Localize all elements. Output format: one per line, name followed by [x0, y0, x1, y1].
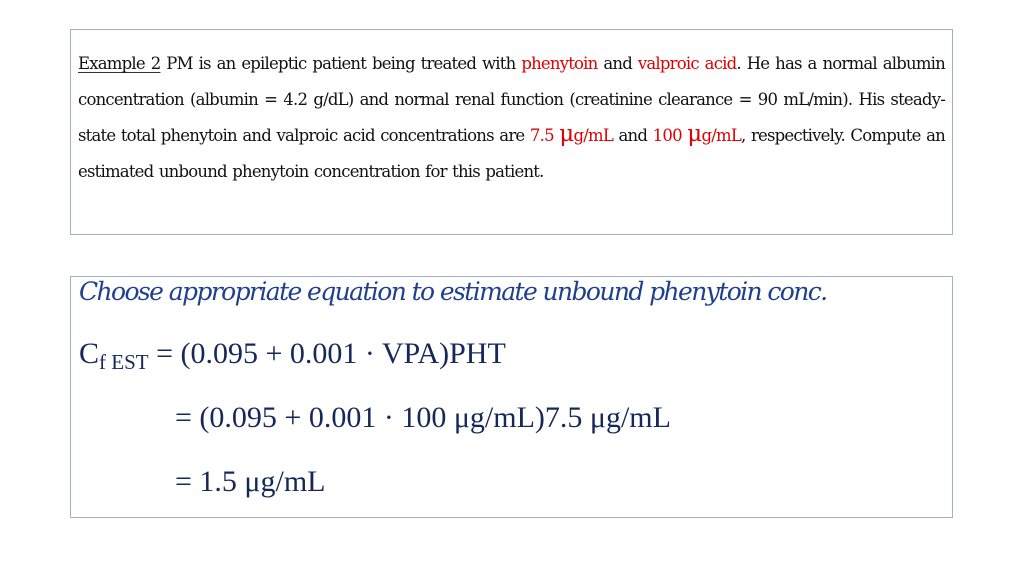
example-label: Example 2	[78, 54, 161, 73]
drug-valproic-acid: valproic acid	[637, 54, 737, 73]
problem-part1: PM is an epileptic patient being treated with	[160, 54, 522, 73]
solution-heading: Choose appropriate equation to estimate unbound phenytoin conc.	[79, 277, 827, 306]
problem-part3: . He has a normal albumin concentration (albumin = 4.2 g/dL) and normal renal function (creatinine clearance = 90 mL/min). His steady-state total phenytoin and valproic acid concentrations are	[78, 54, 945, 145]
equation-variable: C	[79, 337, 100, 370]
phenytoin-concentration	[529, 121, 613, 147]
valproic-conc-mu: μ	[687, 121, 702, 147]
problem-part5: , respectively. Compute an estimated unbound phenytoin concentration for this patient.	[78, 126, 945, 181]
problem-part4: and	[612, 126, 653, 145]
problem-text	[78, 46, 945, 190]
equation-formula	[79, 337, 506, 374]
phenytoin-conc-unit: g/mL	[573, 126, 613, 145]
equation-substitution: = (0.095 + 0.001 · 100 μg/mL)7.5 μg/mL	[175, 401, 671, 434]
valproic-conc-value: 100	[652, 126, 688, 145]
valproic-conc-unit: g/mL	[701, 126, 741, 145]
equation-subscript: f EST	[99, 350, 149, 374]
drug-phenytoin: phenytoin	[521, 54, 598, 73]
equation-rhs: = (0.095 + 0.001 · VPA)PHT	[148, 337, 506, 370]
phenytoin-conc-mu: μ	[559, 121, 574, 147]
valproic-concentration	[652, 121, 741, 147]
problem-part2: and	[597, 54, 638, 73]
equation-result: = 1.5 μg/mL	[175, 465, 326, 498]
problem-box	[70, 29, 953, 235]
solution-box	[70, 276, 953, 518]
phenytoin-conc-value: 7.5	[529, 126, 560, 145]
